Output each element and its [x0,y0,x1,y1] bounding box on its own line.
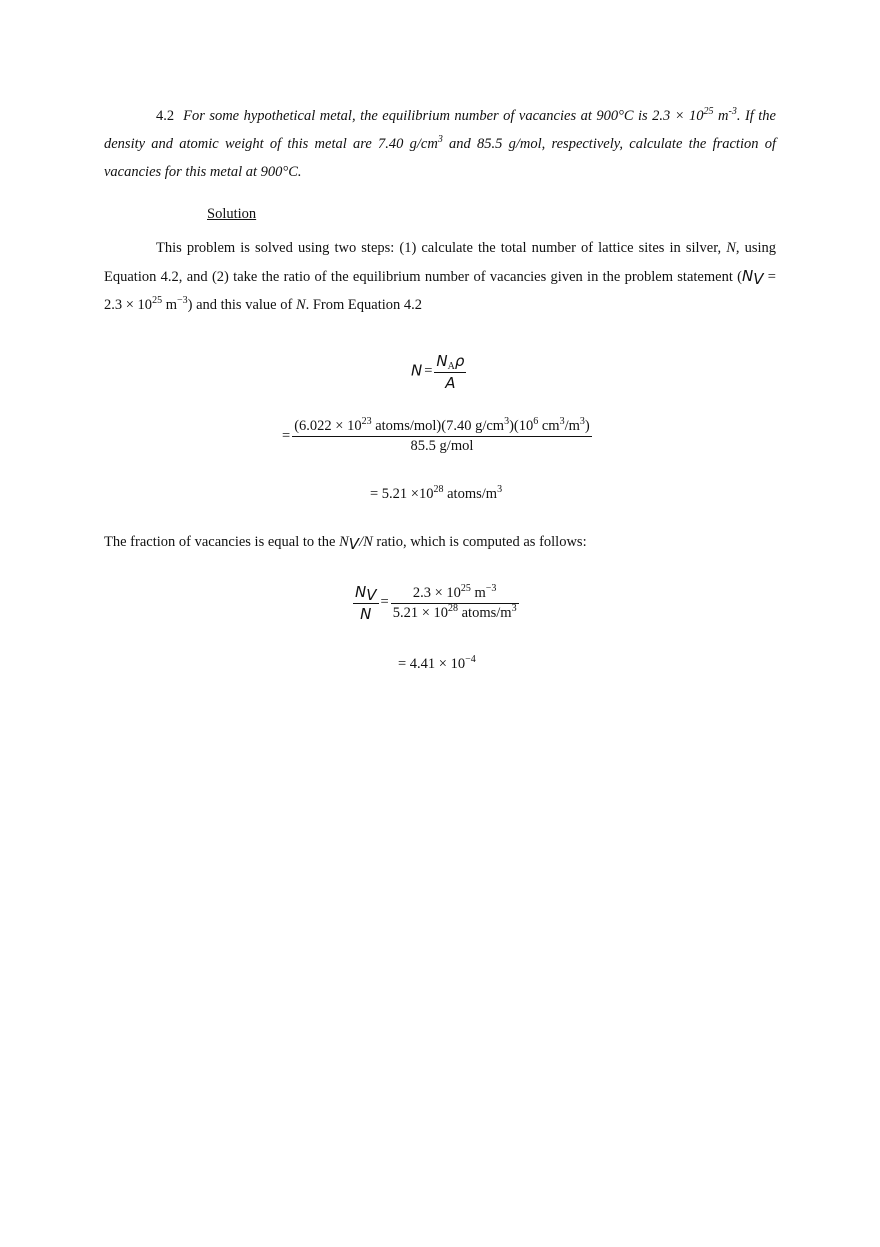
equation-lattice-sites: N = $\frac{N_A\rho}{A}$ [411,352,465,392]
solution-paragraph: This problem is solved using two steps: (1) calculate the total number of lattice sites in silver, N, using Equation 4.2, and (2) take the ratio of the equilibrium number of vacancies given in the problem statement ($N_V = 2.3 \times 10^{25}$ $m^{-3}$) and this value of N. From Equation 4.2 [104,240,777,313]
problem-number: 4.2 [156,108,175,124]
equation-fraction: $\frac{N_A\rho}{A}$ [436,352,465,392]
equation-result-n: = $5.21 \times 10^{28}$ atoms/$m^3$ [370,484,503,502]
equation-final-result: = $4.41 \times 10^{-4}$ [398,654,476,672]
equation-fraction: $\frac{2.3 \times 10^{25} m^{-3}}{5.21 \times 10^{28} atoms/m^3}$ [392,582,517,621]
fraction-description: The fraction of vacancies is equal to the $N_V/N$ ratio, which is computed as follows: [104,534,587,553]
solution-heading: Solution [207,206,257,222]
equation-vacancy-fraction: $\frac{N_V}{N}$ = $\frac{2.3 \times 10^{25} m^{-3}}{5.21 \times 10^{28} atoms/m^3}$ [355,582,517,623]
problem-statement: 4.2 For some hypothetical metal, the equilibrium number of vacancies at 900°C is $2.3 \times 10^{25}$ $m^{-3}$. If the density and atomic weight of this metal are 7.40 $g/cm^3$ and 85.5 g/mol, respectively, calculate the fraction of vacancies for this metal at 900°C. [104,106,776,180]
equation-substitution: = $\frac{(6.022 \times 10^{23} atoms/mol)(7.40 g/cm^3)(10^6 cm^3/m^3)}{\text{85.5 g/mol}}$ [282,416,590,454]
equation-fraction: $\frac{N_V}{N}$ [355,583,377,623]
equation-fraction: $\frac{(6.022 \times 10^{23} atoms/mol)(7.40 g/cm^3)(10^6 cm^3/m^3)}{\text{85.5 g/mol}}$ [294,416,590,454]
